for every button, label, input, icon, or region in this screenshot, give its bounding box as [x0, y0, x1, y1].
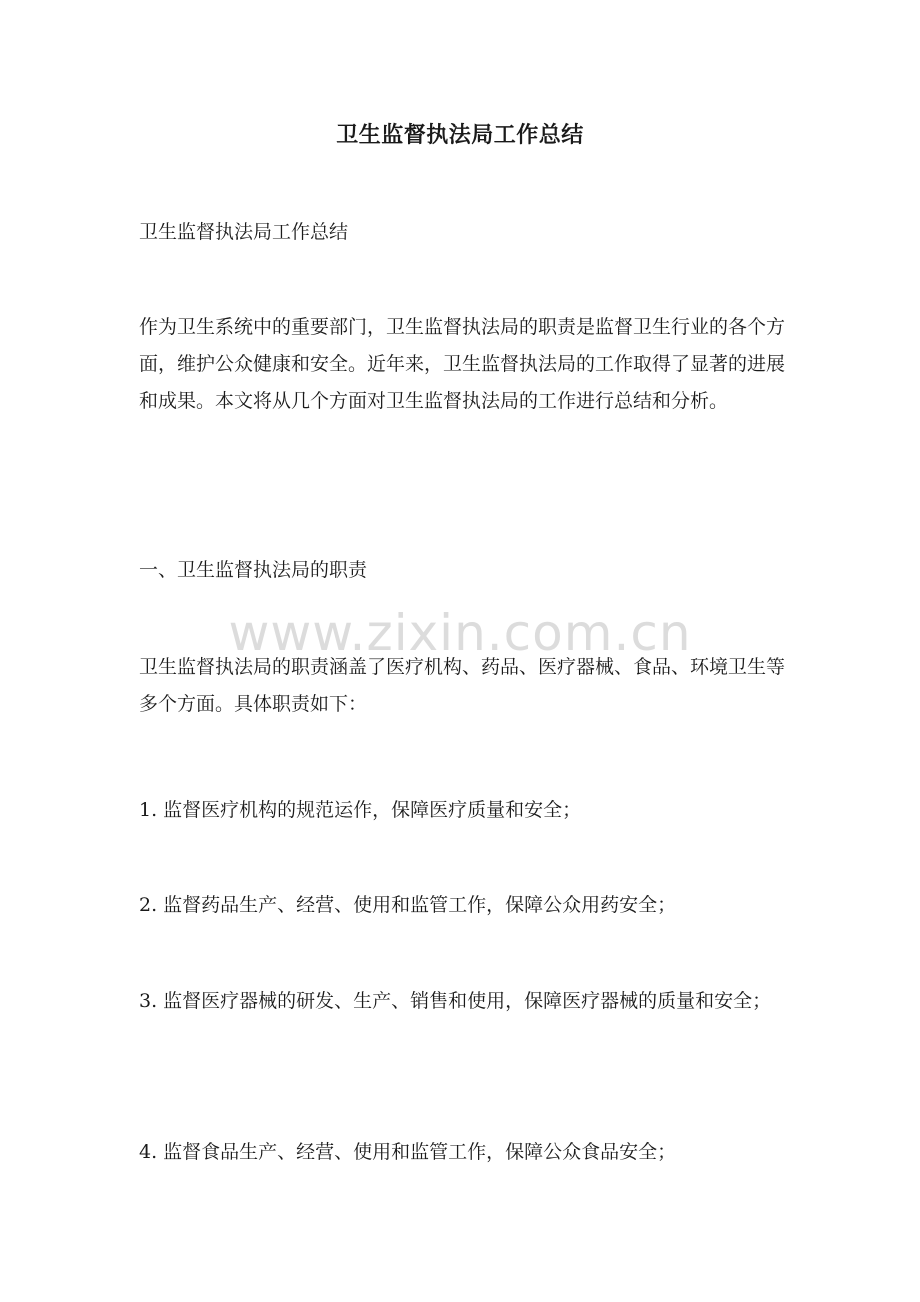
intro-paragraph: 作为卫生系统中的重要部门，卫生监督执法局的职责是监督卫生行业的各个方面，维护公众健康和安全。近年来，卫生监督执法局的工作取得了显著的进展和成果。本文将从几个方面对卫生监督执法局的工作进行总结和分析。	[139, 316, 786, 412]
list-item: 3. 监督医疗器械的研发、生产、销售和使用，保障医疗器械的质量和安全；	[139, 990, 772, 1012]
list-item: 2. 监督药品生产、经营、使用和监管工作，保障公众用药安全；	[139, 894, 677, 916]
list-item: 1. 监督医疗机构的规范运作，保障医疗质量和安全；	[139, 799, 582, 821]
list-item: 4. 监督食品生产、经营、使用和监管工作，保障公众食品安全；	[139, 1141, 677, 1163]
document-subtitle: 卫生监督执法局工作总结	[139, 221, 349, 243]
watermark: www.zixin.com.cn	[228, 604, 692, 662]
section-heading: 一、卫生监督执法局的职责	[139, 559, 368, 581]
section-paragraph: 卫生监督执法局的职责涵盖了医疗机构、药品、医疗器械、食品、环境卫生等多个方面。具体职责如下：	[139, 656, 786, 715]
document-title: 卫生监督执法局工作总结	[336, 122, 584, 148]
